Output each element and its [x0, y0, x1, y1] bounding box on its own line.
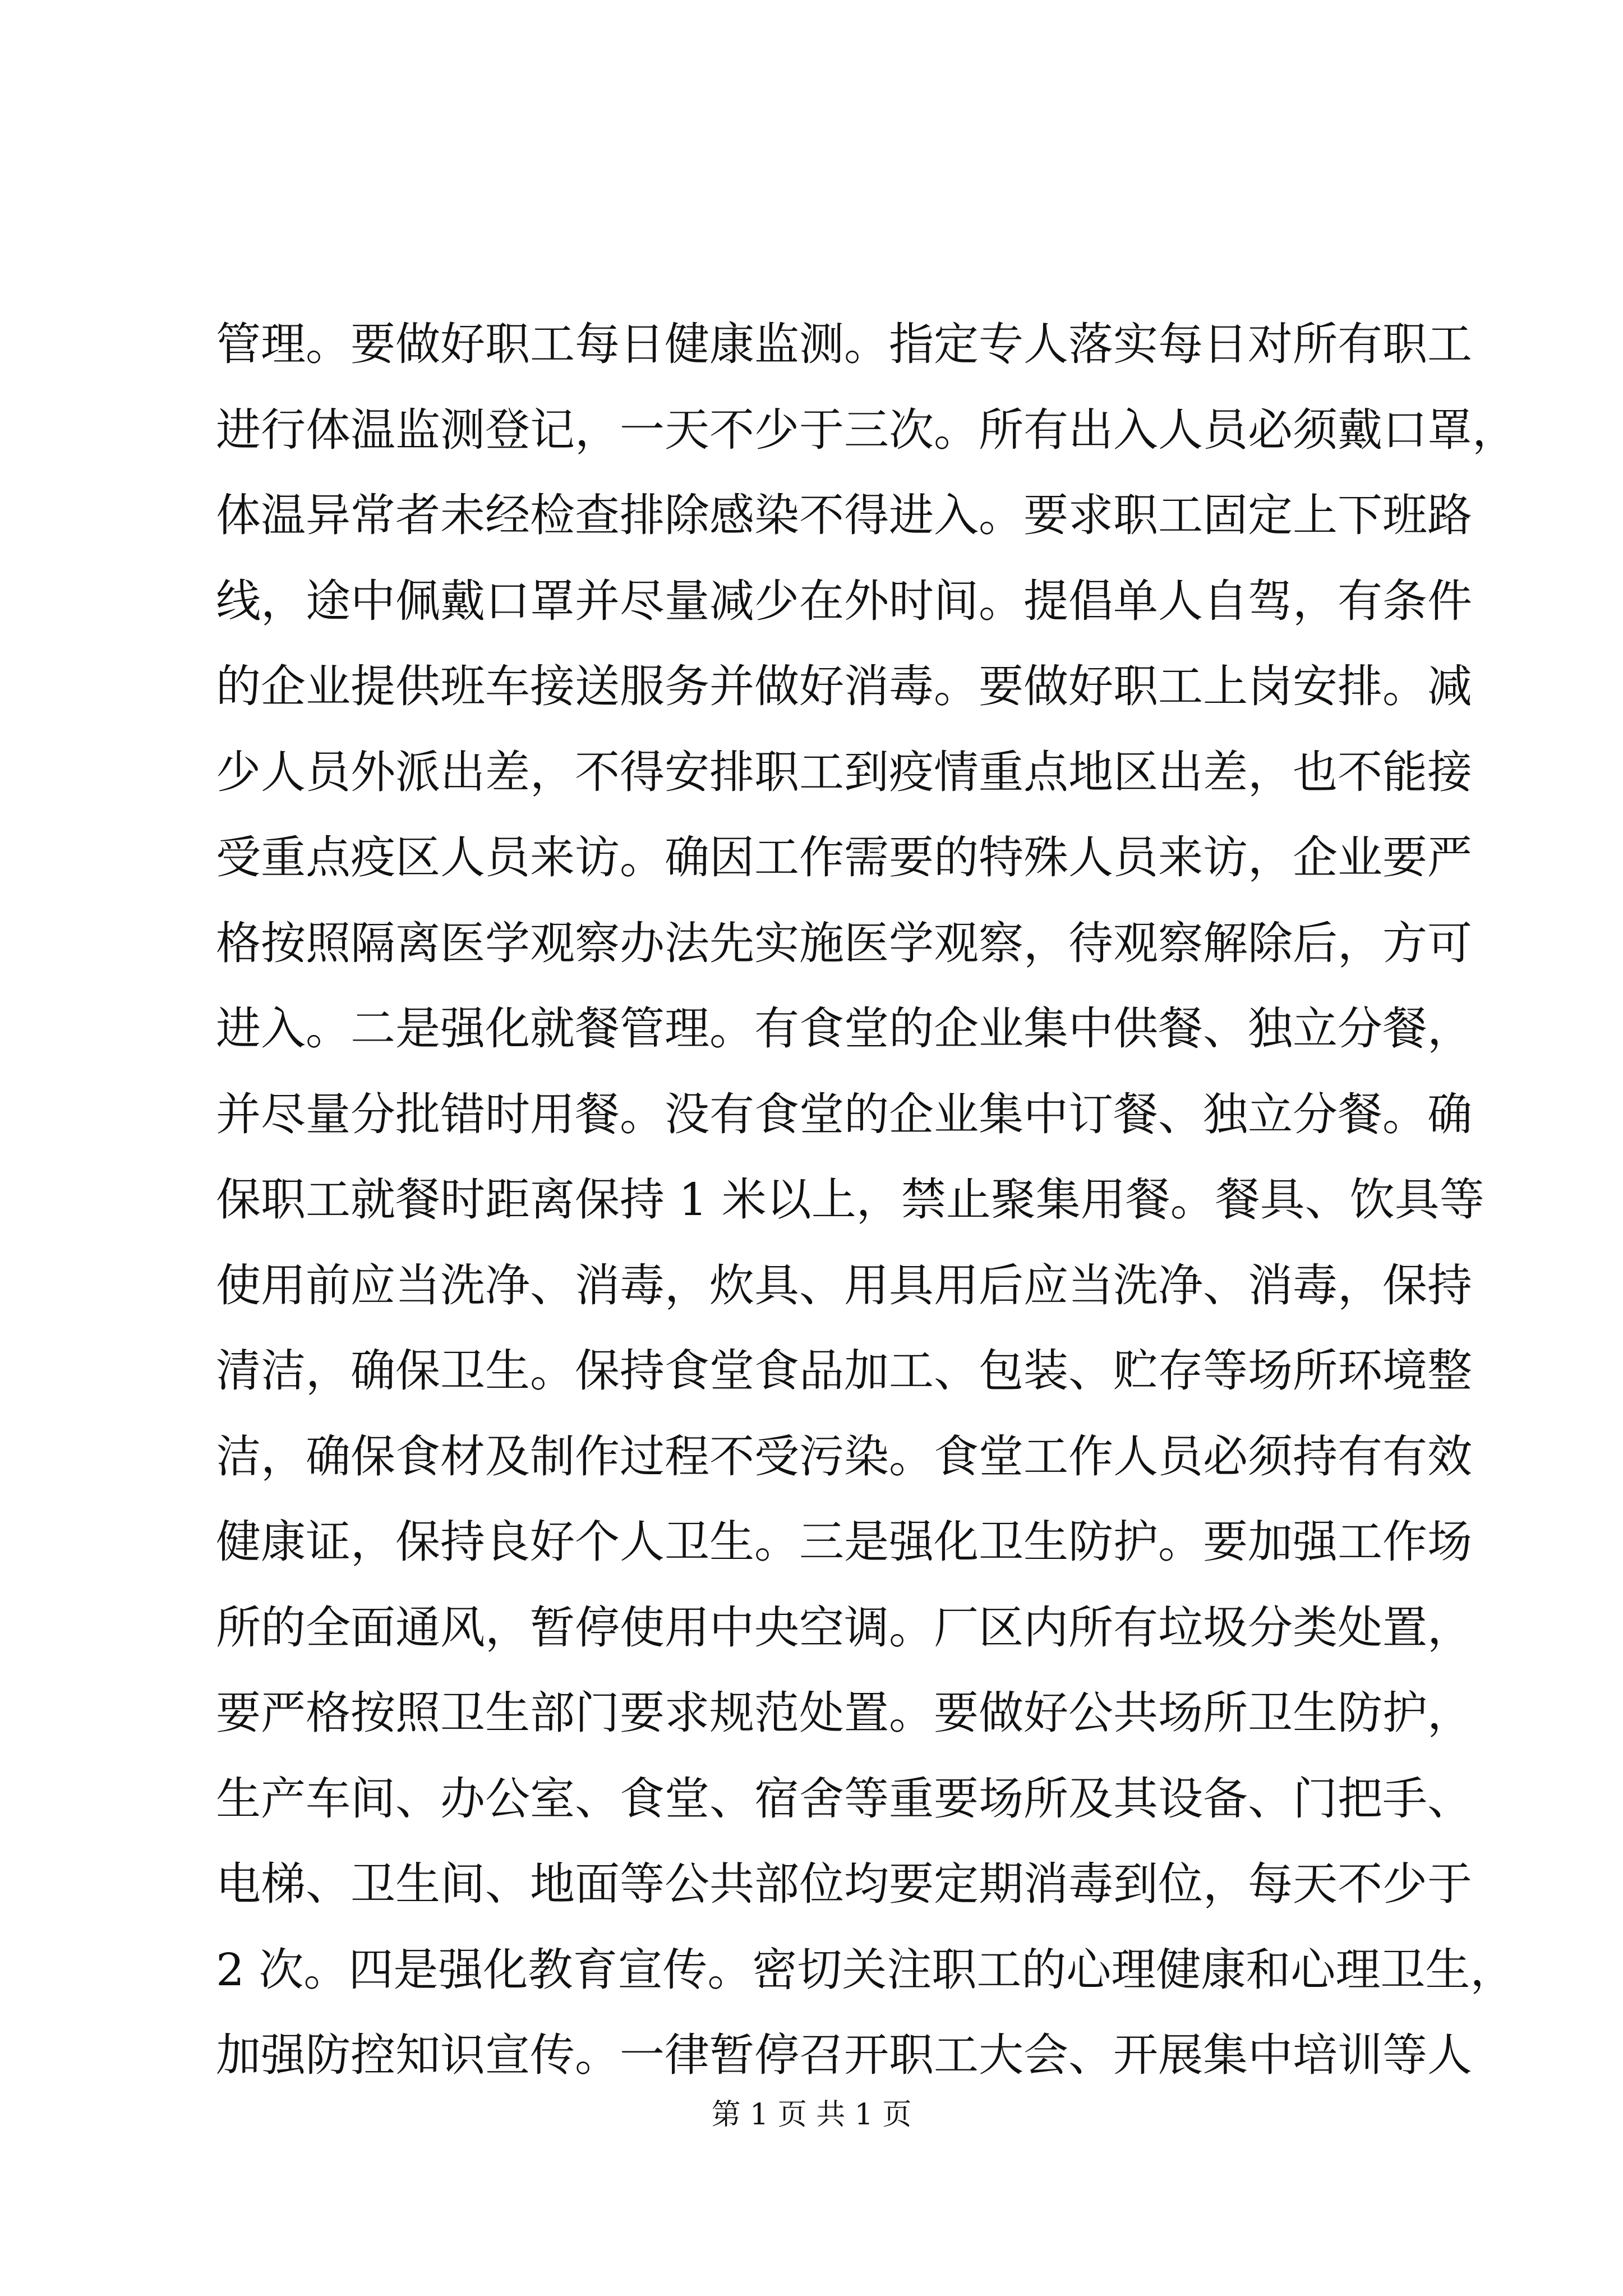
text-line: 使用前应当洗净、消毒，炊具、用具用后应当洗净、消毒，保持 — [216, 1259, 1472, 1312]
text-line: 管理。要做好职工每日健康监测。指定专人落实每日对所有职工 — [216, 318, 1472, 370]
text-line: 生产车间、办公室、食堂、宿舍等重要场所及其设备、门把手、 — [216, 1772, 1472, 1825]
text-line: 2 次。四是强化教育宣传。密切关注职工的心理健康和心理卫生， — [216, 1943, 1515, 1996]
body-text — [216, 302, 1517, 2099]
text-line: 线，途中佩戴口罩并尽量减少在外时间。提倡单人自驾，有条件 — [216, 574, 1472, 627]
text-line: 保职工就餐时距离保持 1 米以上，禁止聚集用餐。餐具、饮具等 — [216, 1174, 1484, 1226]
text-line: 受重点疫区人员来访。确因工作需要的特殊人员来访，企业要严 — [216, 831, 1472, 884]
text-line: 加强防控知识宣传。一律暂停召开职工大会、开展集中培训等人 — [216, 2029, 1472, 2081]
text-line: 体温异常者未经检查排除感染不得进入。要求职工固定上下班路 — [216, 489, 1472, 541]
page-footer — [0, 2095, 1623, 2134]
text-line: 洁，确保食材及制作过程不受污染。食堂工作人员必须持有有效 — [216, 1430, 1472, 1483]
page-number-label: 第 1 页 共 1 页 — [711, 2098, 912, 2132]
text-line: 并尽量分批错时用餐。没有食堂的企业集中订餐、独立分餐。确 — [216, 1088, 1472, 1140]
text-line: 进入。二是强化就餐管理。有食堂的企业集中供餐、独立分餐， — [216, 1002, 1472, 1055]
text-line: 电梯、卫生间、地面等公共部位均要定期消毒到位，每天不少于 — [216, 1858, 1472, 1910]
text-line: 少人员外派出差，不得安排职工到疫情重点地区出差，也不能接 — [216, 746, 1472, 798]
text-line: 进行体温监测登记，一天不少于三次。所有出入人员必须戴口罩， — [216, 403, 1517, 456]
text-line: 要严格按照卫生部门要求规范处置。要做好公共场所卫生防护， — [216, 1687, 1472, 1739]
text-line: 的企业提供班车接送服务并做好消毒。要做好职工上岗安排。减 — [216, 660, 1472, 712]
text-line: 所的全面通风，暂停使用中央空调。厂区内所有垃圾分类处置， — [216, 1601, 1472, 1654]
text-line: 清洁，确保卫生。保持食堂食品加工、包装、贮存等场所环境整 — [216, 1345, 1472, 1397]
text-line: 格按照隔离医学观察办法先实施医学观察，待观察解除后，方可 — [216, 917, 1472, 969]
text-line: 健康证，保持良好个人卫生。三是强化卫生防护。要加强工作场 — [216, 1516, 1472, 1568]
